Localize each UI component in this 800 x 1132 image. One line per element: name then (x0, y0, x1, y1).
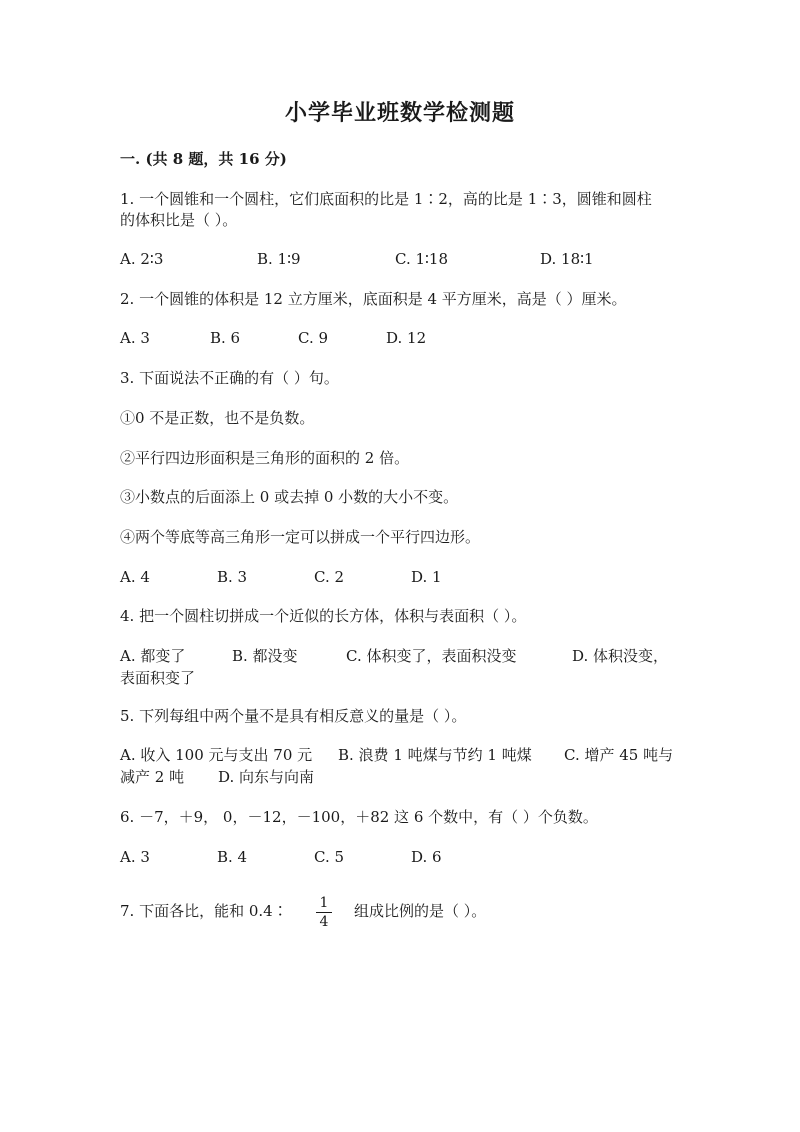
fraction-denominator: 4 (319, 914, 329, 930)
question-5-option-a: A. 收入 100 元与支出 70 元 (120, 746, 313, 764)
question-5-option-b: B. 浪费 1 吨煤与节约 1 吨煤 (338, 746, 532, 764)
question-2-option-d: D. 12 (386, 329, 427, 347)
question-1-option-b: B. 1∶9 (257, 250, 301, 268)
question-3-option-d: D. 1 (411, 568, 442, 586)
question-6-option-a: A. 3 (120, 848, 150, 866)
question-3-text: 3. 下面说法不正确的有（ ）句。 (120, 369, 339, 387)
question-4-text: 4. 把一个圆柱切拼成一个近似的长方体，体积与表面积（ ）。 (120, 607, 527, 625)
question-1-text-line-1: 1. 一个圆锥和一个圆柱，它们底面积的比是 1∶2，高的比是 1∶3，圆锥和圆柱 (120, 190, 652, 208)
question-1-option-c: C. 1∶18 (395, 250, 449, 268)
section-heading: 一. (共 8 题，共 16 分) (120, 150, 287, 168)
question-3-option-a: A. 4 (120, 568, 150, 586)
question-6-option-b: B. 4 (217, 848, 248, 866)
question-5-option-c: C. 增产 45 吨与 (564, 746, 674, 764)
question-7-text-suffix: 组成比例的是（ ）。 (354, 902, 487, 920)
question-4-option-d: D. 体积没变， (572, 647, 669, 665)
page-title: 小学毕业班数学检测题 (284, 100, 515, 126)
question-2-option-c: C. 9 (298, 329, 329, 347)
question-3-statement-4: ④两个等底等高三角形一定可以拼成一个平行四边形。 (120, 528, 481, 546)
question-3-option-b: B. 3 (217, 568, 248, 586)
question-2-text: 2. 一个圆锥的体积是 12 立方厘米，底面积是 4 平方厘米，高是（ ）厘米。 (120, 290, 627, 308)
question-6-option-c: C. 5 (314, 848, 345, 866)
question-4-option-b: B. 都没变 (232, 647, 298, 665)
fraction-numerator: 1 (316, 895, 332, 913)
question-5-text: 5. 下列每组中两个量不是具有相反意义的量是（ ）。 (120, 707, 467, 725)
question-5-option-d: D. 向东与向南 (218, 768, 315, 786)
question-3-option-c: C. 2 (314, 568, 345, 586)
question-4-option-a: A. 都变了 (120, 647, 186, 665)
question-7-fraction (316, 895, 332, 930)
question-5-option-c-continued: 减产 2 吨 (120, 768, 185, 786)
question-3-statement-3: ③小数点的后面添上 0 或去掉 0 小数的大小不变。 (120, 488, 459, 506)
question-6-option-d: D. 6 (411, 848, 442, 866)
question-2-option-a: A. 3 (120, 329, 150, 347)
question-1-text-line-2: 的体积比是（ ）。 (120, 211, 238, 229)
question-1-option-a: A. 2∶3 (120, 250, 164, 268)
question-2-option-b: B. 6 (210, 329, 241, 347)
question-3-statement-1: ①0 不是正数，也不是负数。 (120, 409, 315, 427)
question-1-option-d: D. 18∶1 (540, 250, 594, 268)
question-4-option-c: C. 体积变了，表面积没变 (346, 647, 517, 665)
question-4-option-d-continued: 表面积变了 (120, 669, 196, 687)
question-7-text-prefix: 7. 下面各比，能和 0.4∶ (120, 902, 288, 920)
question-6-text: 6. －7，＋9， 0，－12，－100，＋82 这 6 个数中，有（ ）个负数。 (120, 808, 598, 826)
question-3-statement-2: ②平行四边形面积是三角形的面积的 2 倍。 (120, 449, 410, 467)
